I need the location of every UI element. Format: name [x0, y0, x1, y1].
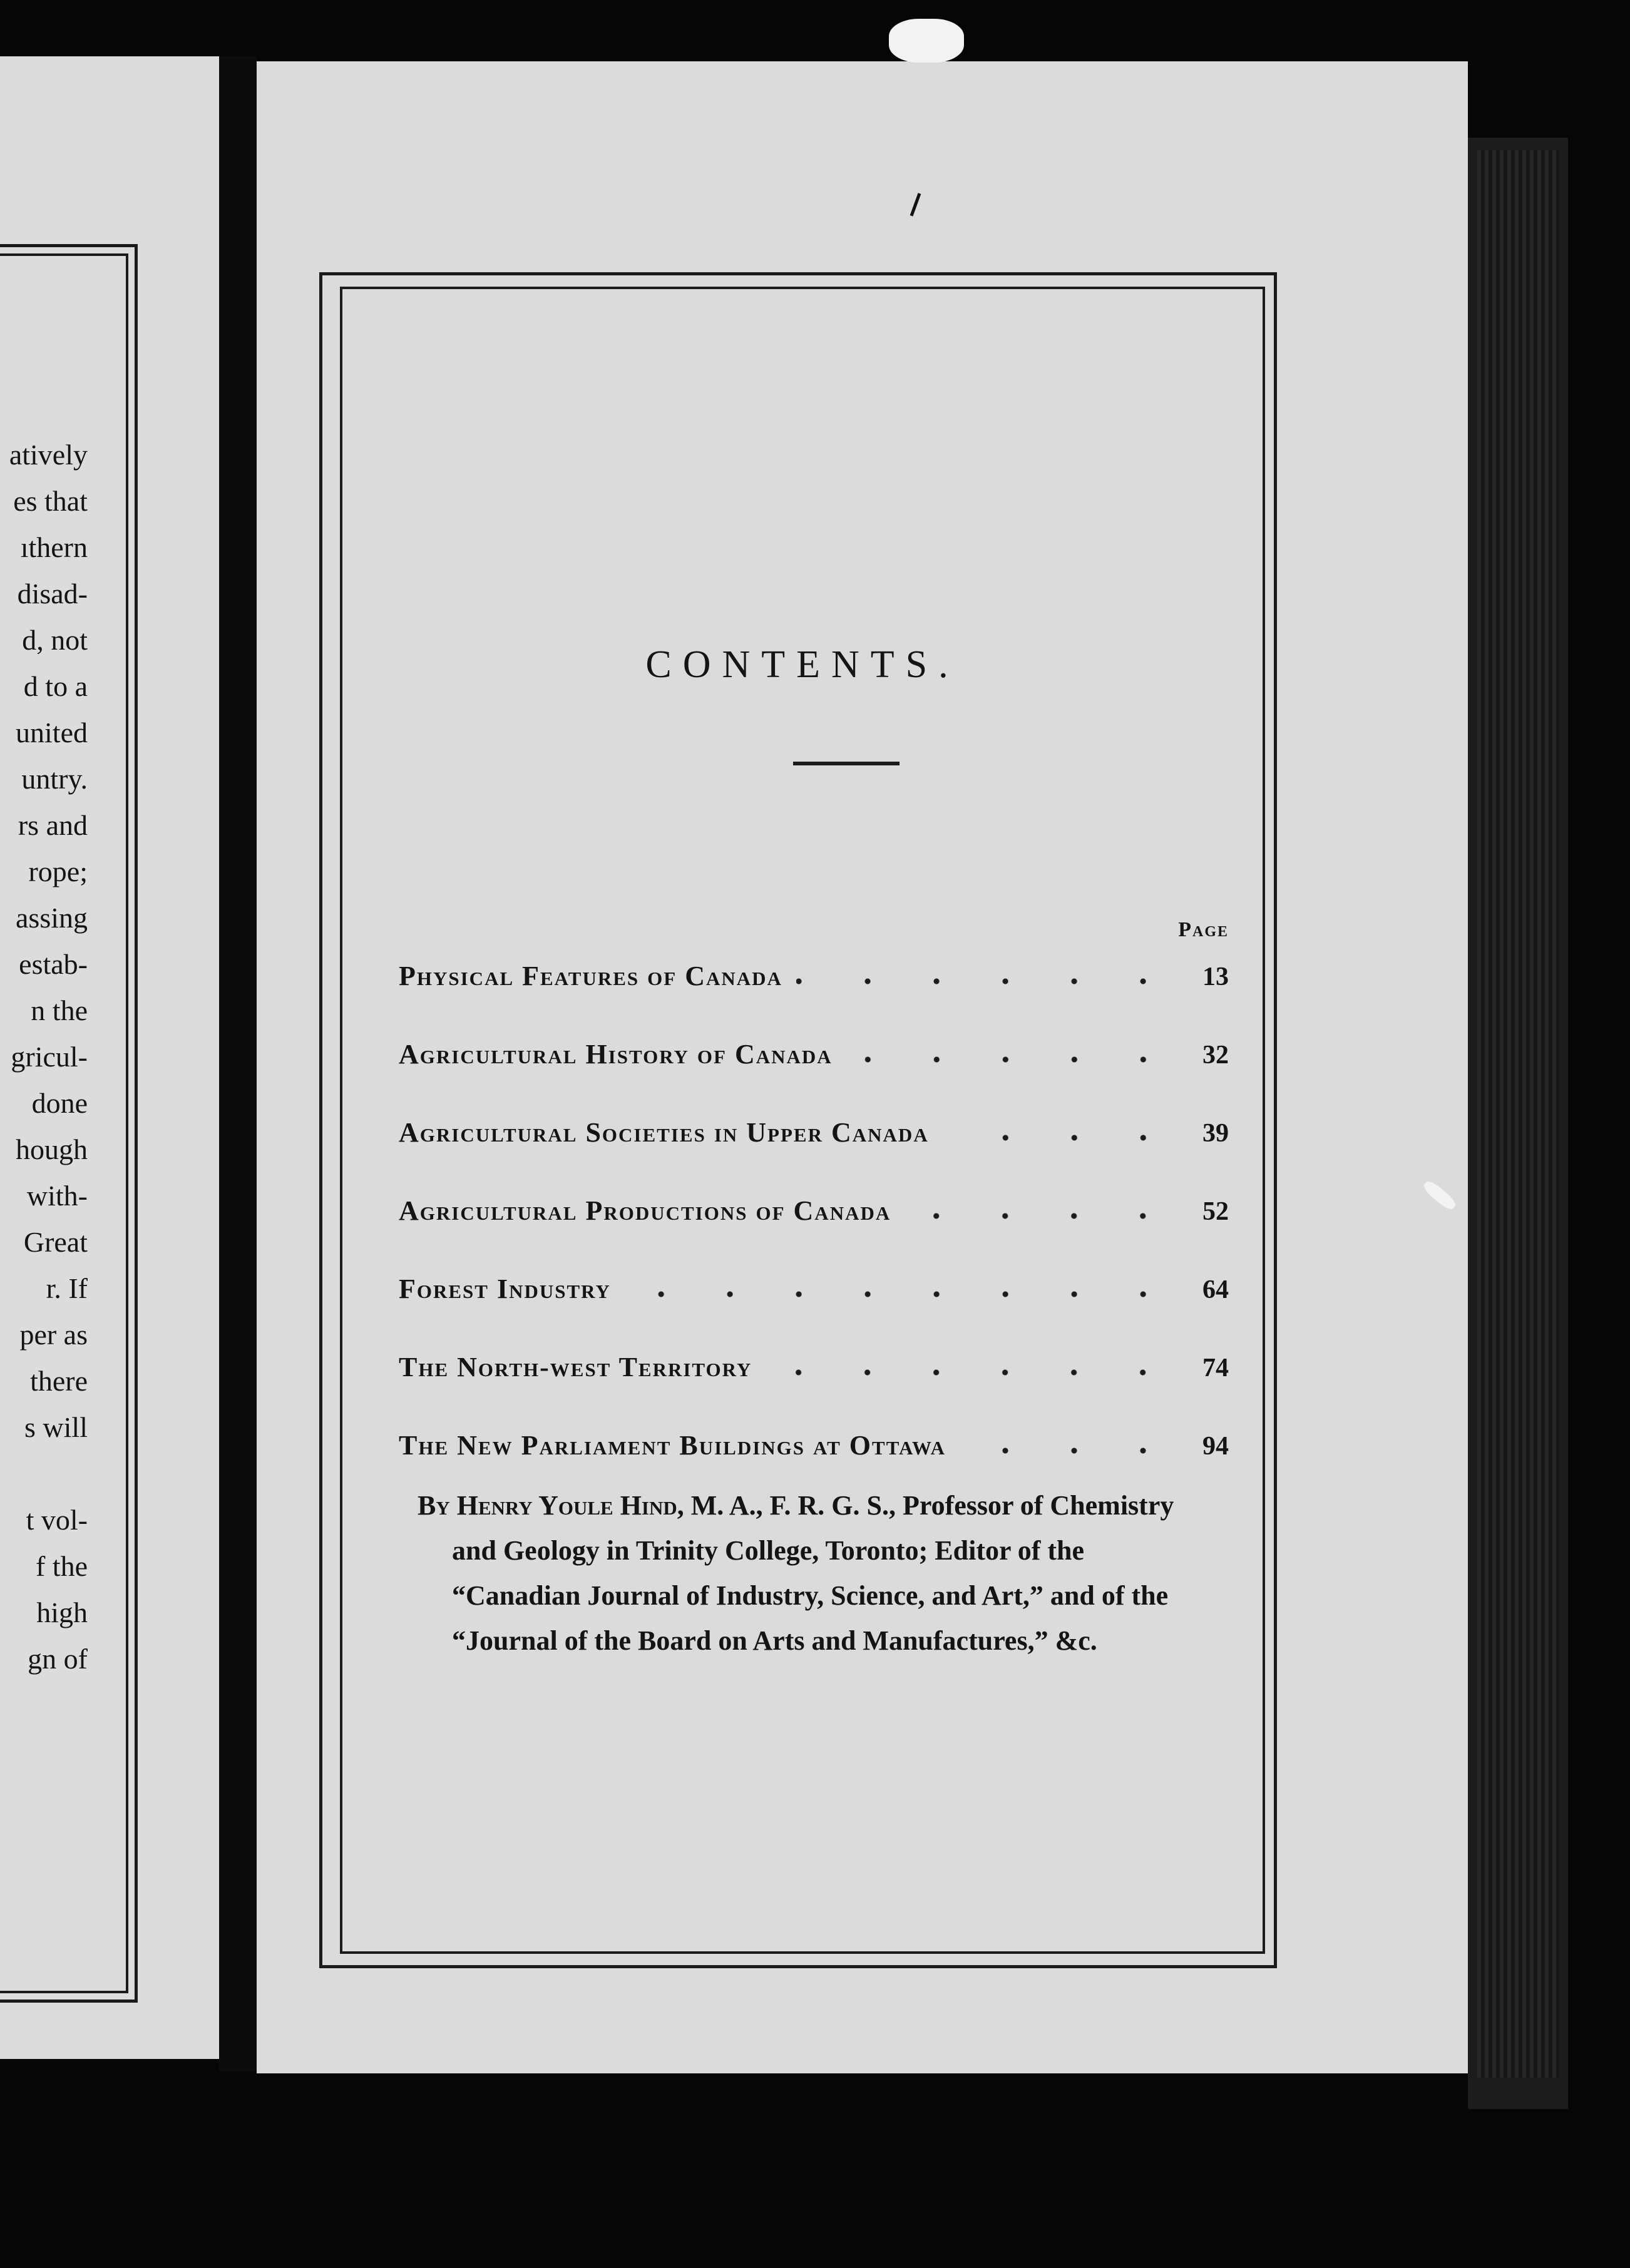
author-credentials: , M. A., F. R. G. S., Professor of Chemistry and Geology in Trinity College, Toronto; Editor of the “Canadian Journal of Industry, Science, and Art,” and of the “Journal of the Board on Arts and Manufactures,” &c. — [452, 1490, 1174, 1656]
leader-dots — [846, 1055, 1177, 1064]
toc-entry — [399, 1424, 1229, 1461]
toc-entry-title: Agricultural Societies in Upper Canada — [399, 1117, 929, 1148]
heading-rule — [793, 762, 900, 765]
left-line: per as — [19, 1319, 88, 1351]
toc-entry — [399, 954, 1229, 992]
toc-entry-title: The New Parliament Buildings at Ottawa — [399, 1430, 946, 1461]
toc-entry-page: 32 — [1202, 1041, 1229, 1070]
leader-dots — [796, 977, 1177, 986]
left-line: high — [36, 1596, 88, 1628]
left-page-text — [0, 432, 88, 1682]
leader-dots — [943, 1133, 1177, 1142]
left-line: s will — [24, 1411, 88, 1443]
toc-entry-title: The North-west Territory — [399, 1352, 752, 1382]
toc-entry — [399, 1267, 1229, 1305]
left-line: hough — [16, 1133, 88, 1165]
contents-page — [257, 61, 1468, 2073]
left-line: disad- — [17, 578, 88, 610]
toc-entry-page: 64 — [1202, 1275, 1229, 1304]
toc-entry-title: Physical Features of Canada — [399, 961, 782, 991]
left-line: d, not — [22, 624, 88, 656]
leader-dots — [625, 1290, 1177, 1299]
toc-entry-title: Agricultural History of Canada — [399, 1039, 833, 1070]
left-line: there — [30, 1365, 88, 1397]
page-border-outer — [319, 272, 1277, 1968]
toc-entry-page: 52 — [1202, 1197, 1229, 1226]
left-line: ıthern — [20, 531, 88, 563]
author-credit — [418, 1483, 1175, 1663]
leader-dots — [766, 1368, 1177, 1377]
toc-entry — [399, 1111, 1229, 1148]
author-credit-text — [418, 1483, 1175, 1663]
toc-entry — [399, 1346, 1229, 1383]
toc-entry-page: 39 — [1202, 1119, 1229, 1148]
left-line: estab- — [19, 948, 88, 980]
left-line: gricul- — [11, 1041, 88, 1073]
left-line: n the — [31, 994, 88, 1026]
toc-entry-title: Forest Industry — [399, 1274, 611, 1304]
leader-dots — [960, 1446, 1177, 1455]
paper-damage — [889, 19, 964, 63]
left-line: rope; — [28, 856, 88, 887]
left-line: with- — [26, 1180, 88, 1212]
left-line: assing — [16, 902, 88, 934]
toc-entry-page: 94 — [1202, 1432, 1229, 1461]
page-column-label: Page — [1178, 918, 1229, 941]
toc-entry-page: 74 — [1202, 1354, 1229, 1382]
left-line: Great — [23, 1226, 88, 1258]
left-line: done — [31, 1087, 88, 1119]
leader-dots — [905, 1212, 1177, 1220]
left-line: untry. — [21, 763, 88, 795]
left-line-gap — [0, 1451, 88, 1497]
contents-heading: CONTENTS. — [645, 643, 960, 686]
page-edge-texture — [1477, 150, 1559, 2078]
left-line: atively — [9, 439, 88, 471]
toc-entry — [399, 1033, 1229, 1070]
ink-mark — [910, 193, 921, 216]
left-line: rs and — [18, 809, 88, 841]
page-border-inner — [340, 287, 1265, 1954]
left-line: t vol- — [26, 1504, 88, 1536]
left-line: r. If — [46, 1272, 88, 1304]
book-gutter — [219, 56, 257, 2071]
left-line: united — [16, 717, 88, 748]
author-name: By Henry Youle Hind — [418, 1490, 677, 1521]
toc-entry-title: Agricultural Productions of Canada — [399, 1195, 891, 1226]
left-line: d to a — [23, 670, 88, 702]
left-line: es that — [13, 485, 88, 517]
toc-entry — [399, 1189, 1229, 1227]
left-line: f the — [35, 1550, 88, 1582]
left-facing-page — [0, 56, 219, 2059]
left-line: gn of — [28, 1643, 88, 1675]
toc-entry-page: 13 — [1202, 963, 1229, 991]
